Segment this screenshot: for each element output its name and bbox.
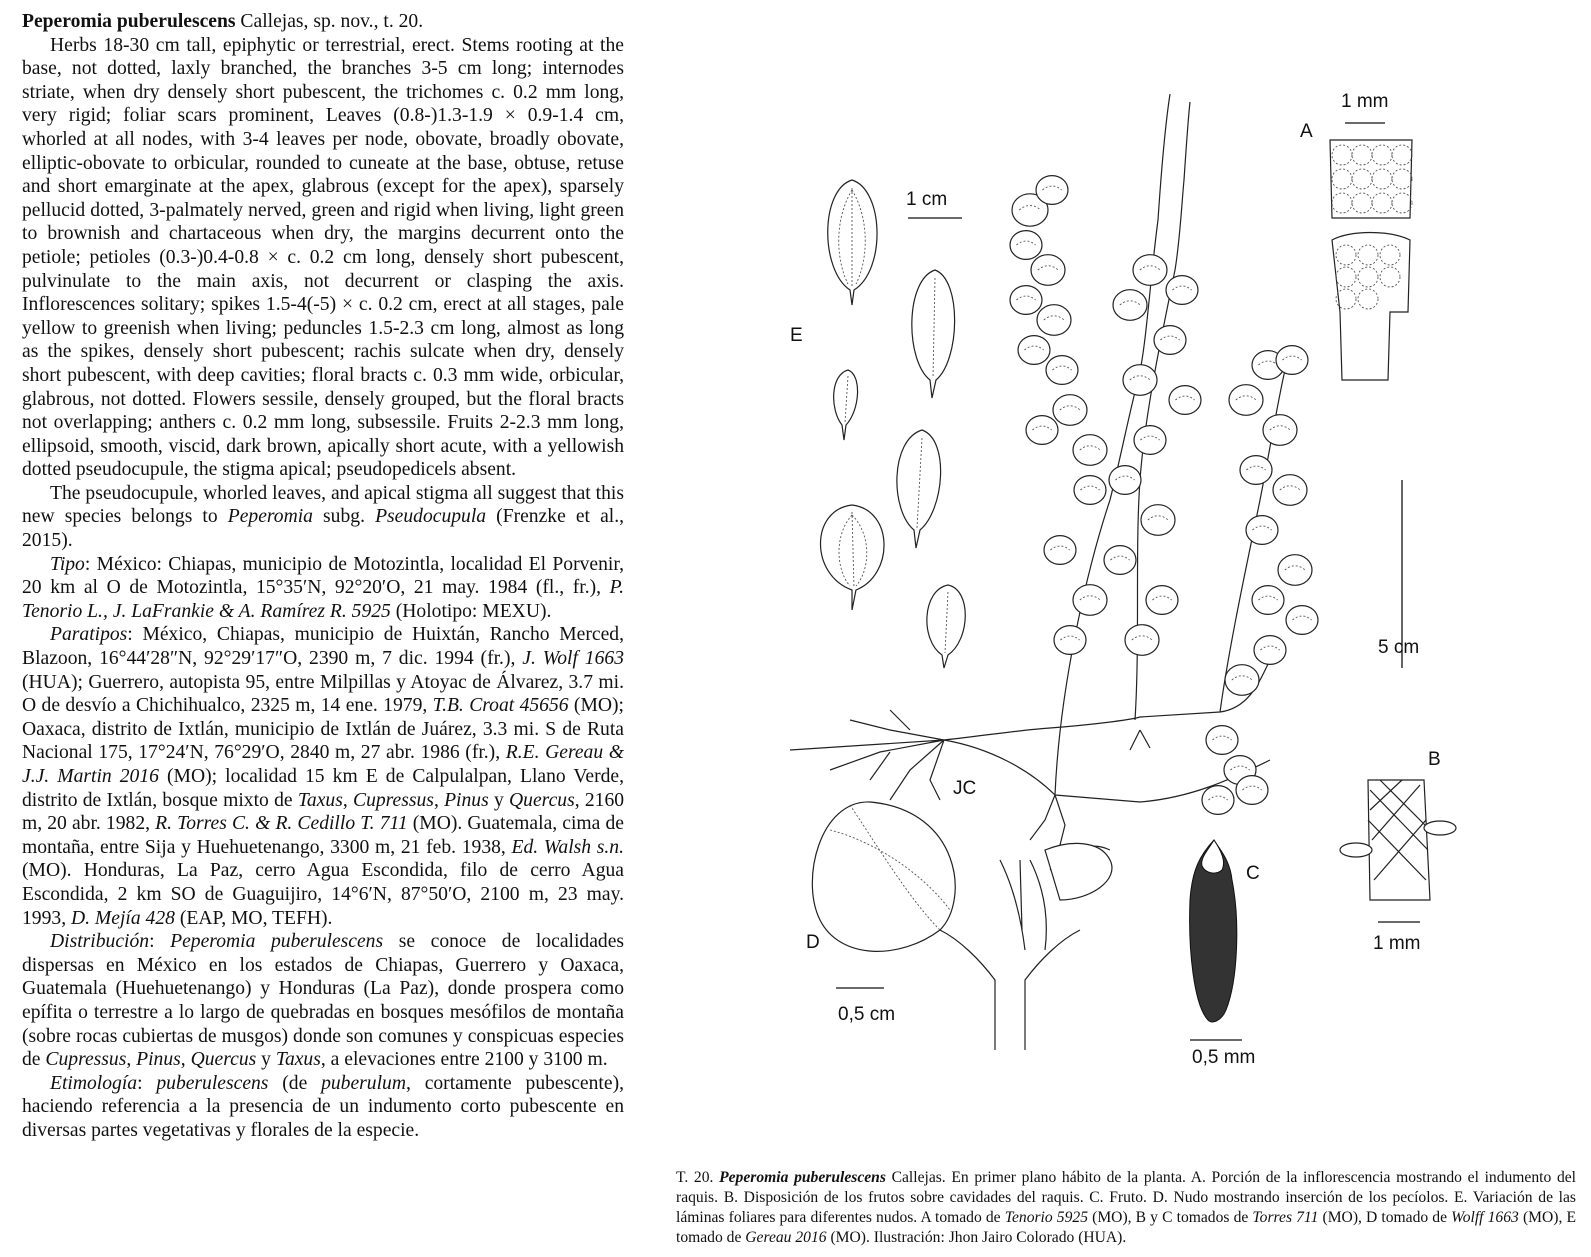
habit-leaf [1054,626,1086,655]
etimologia-label: Etimología [50,1072,138,1094]
dist-genus-quercus: Quercus [190,1049,257,1071]
sep-2: , [433,789,445,811]
scale-label-habit: 5 cm [1378,637,1420,658]
scale-label-c: 0,5 mm [1192,1047,1256,1068]
paratipos-collector-2: T.B. Croat 45656 [432,695,569,717]
paratipos-text-2: (HUA); Guerrero, autopista 95, entre Milpillas y Atoyac de Álvarez, 3.7 mi. O de desvío a Chichihualco, 2325 m, 14 ene. 1979, [22,671,624,717]
habit-leaf [1031,255,1065,286]
affinity-text-b: subg. [312,506,376,528]
species-name: Peperomia puberulescens [22,11,236,32]
distribucion-label: Distribución [50,931,150,953]
habit-leaf [1073,435,1107,466]
caption-text-a: Callejas. En primer plano hábito de la planta. A. Porción de la inflorescencia mostrando el indumento del raquis. B. Disposición de los frutos sobre cavidades del raquis. C. Fruto. D. Nudo mostrando inserción de los pecíolos. E. Variación de las láminas foliares para diferentes nudos. A tomado de [676,1168,1576,1226]
panel-label-b: B [1428,749,1441,770]
tipo-paragraph [22,553,624,624]
habit-leaf [1046,356,1078,385]
article-text [22,10,624,1143]
habit-leaf [1037,305,1071,336]
paratipos-text-1: : México, Chiapas, municipio de Huixtán, Rancho Merced, Blazoon, 16°44′28″N, 92°29′17″O, 2390 m, 7 dic. 1994 (fr.), [22,624,624,670]
habit-leaf [1240,456,1272,485]
tipo-text-b: (Holotipo: MEXU). [390,600,552,622]
paratipos-collector-3: R.E. Gereau & J.J. Martin 2016 [22,742,624,787]
habit-leaf [1229,385,1263,416]
sep-1: , [342,789,353,811]
habit-leaf [1141,505,1175,536]
genus-quercus: Quercus [509,789,575,811]
caption-specimen-4: Gereau 2016 [745,1228,827,1246]
caption-specimen-3: Wolff 1663 [1451,1208,1519,1226]
habit-leaves [1010,176,1318,815]
dist-genus-pinus: Pinus [136,1049,181,1071]
paratipos-label: Paratipos [50,624,128,646]
habit-leaf [1276,346,1308,375]
caption-text-c: (MO), D tomado de [1318,1208,1452,1226]
illustrator-signature: JC [953,778,977,799]
tipo-text-a: : México: Chiapas, municipio de Motozintla, localidad El Porvenir, 20 km al O de Motozintla, 15°35′N, 92°20′O, 21 may. 1984 (fl., fr.), [22,553,624,599]
dist-genus-taxus: Taxus [275,1049,321,1071]
affinity-text-c: (Frenzke et al., 2015). [22,506,625,552]
habit-leaf [1125,625,1159,656]
habit-leaf [1273,475,1307,506]
etimologia-root: puberulum [321,1072,406,1094]
affinity-text-a: The pseudocupule, whorled leaves, and apical stigma all suggest that this new species belongs to [22,482,624,528]
habit-leaf [1053,395,1087,426]
etimologia-text-b: , cortamente pubescente), haciendo referencia a la presencia de un indumento corto pubescente en diversas partes vegetativas y florales de la especie. [22,1072,624,1141]
dist-genus-cupressus: Cupressus [45,1049,127,1071]
habit-leaf [1166,276,1198,305]
panel-b [1340,749,1456,954]
scale-label-e: 1 cm [906,189,948,210]
habit-leaf [1026,416,1058,445]
habit-leaf [1123,365,1157,396]
panel-d [806,802,1112,1050]
caption-lead: T. 20. [676,1168,720,1186]
tipo-collectors: P. Tenorio L., J. LaFrankie & A. Ramírez R. 5925 [22,577,624,622]
sep-3: y [488,789,510,811]
panel-e-leaves [790,180,965,668]
scale-label-b: 1 mm [1373,933,1421,954]
panel-a [1300,91,1412,380]
habit-leaf [1036,176,1068,205]
caption-specimen-2: Torres 711 [1252,1208,1319,1226]
caption-specimen-1: Tenorio 5925 [1004,1208,1088,1226]
paratipos-text-7: (MO). Honduras, La Paz, cerro Agua Escondida, filo de cerro Agua Escondida, 2 km SO de Guaguijiro, 14°6′N, 87°50′O, 2100 m, 23 may. 1993, [22,860,624,929]
panel-label-e: E [790,325,803,346]
etimologia-paragraph [22,1072,624,1143]
distribucion-text-a: se conoce de localidades dispersas en México en los estados de Chiapas, Guerrero y Oaxaca, Guatemala (Huehuetenango) y Honduras (La Paz), donde prospera como epífita o terrestre a lo largo de quebradas en bosques mesófilos de montaña (sobre rocas cubiertas de musgos) donde son comunes y conspicuas especies de [22,931,625,1071]
genus-cupressus: Cupressus [353,789,434,811]
habit-leaf [1169,386,1201,415]
panel-label-c: C [1246,863,1260,884]
habit-leaf [1278,555,1312,586]
habit-leaf [1134,426,1166,455]
habit-leaf [1225,665,1259,696]
distribucion-text-b: , a elevaciones entre 2100 y 3100 m. [320,1049,608,1071]
habit-leaf [1044,536,1076,565]
genus-pinus: Pinus [444,789,489,811]
heading-authority: Callejas, sp. nov., t. 20. [235,11,424,32]
affinity-subgenus: Pseudocupula [375,506,487,528]
dsep-3: y [256,1049,276,1071]
etimologia-text-a: (de [268,1072,322,1094]
habit-leaf [1236,776,1268,805]
habit-leaf [1146,586,1178,615]
scale-label-a: 1 mm [1341,91,1389,112]
paratipos-collector-1: J. Wolf 1663 [522,648,624,670]
habit-leaf [1109,466,1141,495]
caption-text-d: (MO), E tomado de [676,1208,1577,1246]
paratipos-collector-4: R. Torres C. & R. Cedillo T. 711 [155,813,408,835]
caption-text-e: (MO). Ilustración: Jhon Jairo Colorado (HUA). [826,1228,1127,1246]
dsep-2: , [180,1049,191,1071]
panel-c [1190,840,1260,1068]
paratipos-text-3: (MO); Oaxaca, distrito de Ixtlán, municipio de Ixtlán de Juárez, 3.3 mi. S de Ruta Nacional 175, 17°24′N, 76°29′O, 2840 m, 27 abr. 1986 (fr.), [22,695,624,764]
affinity-genus: Peperomia [227,506,313,528]
paratipos-paragraph [22,623,624,930]
habit-leaf [1263,415,1297,446]
panel-label-a: A [1300,121,1313,142]
habit-leaf [1252,586,1284,615]
panel-label-d: D [806,932,820,953]
habit-leaf [1010,231,1042,260]
figure-caption [676,1168,1576,1248]
tipo-label: Tipo [50,553,85,575]
habit-leaf [1206,726,1238,755]
caption-species: Peperomia puberulescens [719,1168,886,1186]
description-paragraph: Herbs 18-30 cm tall, epiphytic or terrestrial, erect. Stems rooting at the base, not dotted, laxly branched, the branches 3-5 cm long; internodes striate, when dry densely short pubescent, the trichomes c. 0.2 mm long, very rigid; foliar scars prominent, Leaves (0.8-)1.3-1.9 × 0.9-1.4 cm, whorled at all nodes, with 3-4 leaves per node, obovate, broadly obovate, elliptic-obovate to orbicular, rounded to cuneate at the base, obtuse, retuse and short emarginate at the apex, glabrous (except for the apex), sparsely pellucid dotted, 3-palmately nerved, green and rigid when living, light green to brownish and chartaceous when dry, the margins decurrent onto the petiole; petioles (0.3-)0.4-0.8 × c. 0.2 cm long, densely short pubescent, pulvinulate to the main axis, not decurrent or clasping the axis. Inflorescences solitary; spikes 1.5-4(-5) × c. 0.2 cm, erect at all stages, pale yellow to greenish when living; peduncles 1.5-2.3 cm long, almost as long as the spikes, densely short pubescent; rachis sulcate when dry, densely short pubescent, with deep cavities; floral bracts c. 0.3 mm wide, orbicular, glabrous, not dotted. Flowers sessile, densely grouped, but the floral bracts not overlapping; anthers c. 0.2 mm long, subsessile. Fruits 2-2.3 mm long, ellipsoid, smooth, viscid, dark brown, apically short acute, with a yellowish dotted pseudocupule, the stigma apical; pseudopedicels absent. [22,34,624,481]
habit-leaf [1073,585,1107,616]
dsep-1: , [126,1049,137,1071]
botanical-illustration [790,80,1580,1080]
habit-leaf [1286,606,1318,635]
species-heading [22,10,624,34]
paratipos-text-5: , 2160 m, 20 abr. 1982, [22,789,625,835]
habit-leaf [1246,516,1278,545]
paratipos-collector-5: Ed. Walsh s.n. [511,836,624,858]
habit-leaf [1202,786,1234,815]
etim-colon: : [137,1072,157,1094]
habit-leaf [1018,336,1050,365]
habit-leaf [1074,476,1106,505]
paratipos-collector-6: D. Mejía 428 [70,907,175,929]
etimologia-epithet: puberulescens [156,1072,269,1094]
affinity-paragraph [22,482,624,553]
dist-colon: : [149,931,171,953]
habit-leaf [1254,636,1286,665]
caption-text-b: (MO), B y C tomados de [1088,1208,1253,1226]
habit-leaf [1104,546,1136,575]
habit-leaf [1133,255,1167,286]
genus-taxus: Taxus [297,789,343,811]
scale-label-d: 0,5 cm [838,1004,896,1025]
habit-leaf [1154,326,1186,355]
paratipos-text-6: (MO). Guatemala, cima de montaña, entre Sija y Huehuetenango, 3300 m, 21 feb. 1938, [22,813,624,858]
habit-leaf [1113,290,1147,321]
paratipos-text-4: (MO); localidad 15 km E de Calpulalpan, Llano Verde, distrito de Ixtlán, bosque mixto de [22,766,624,811]
paratipos-text-8: (EAP, MO, TEFH). [174,907,333,929]
distribucion-paragraph [22,930,624,1072]
habit-leaf [1010,286,1042,315]
distribucion-species: Peperomia puberulescens [170,931,384,953]
